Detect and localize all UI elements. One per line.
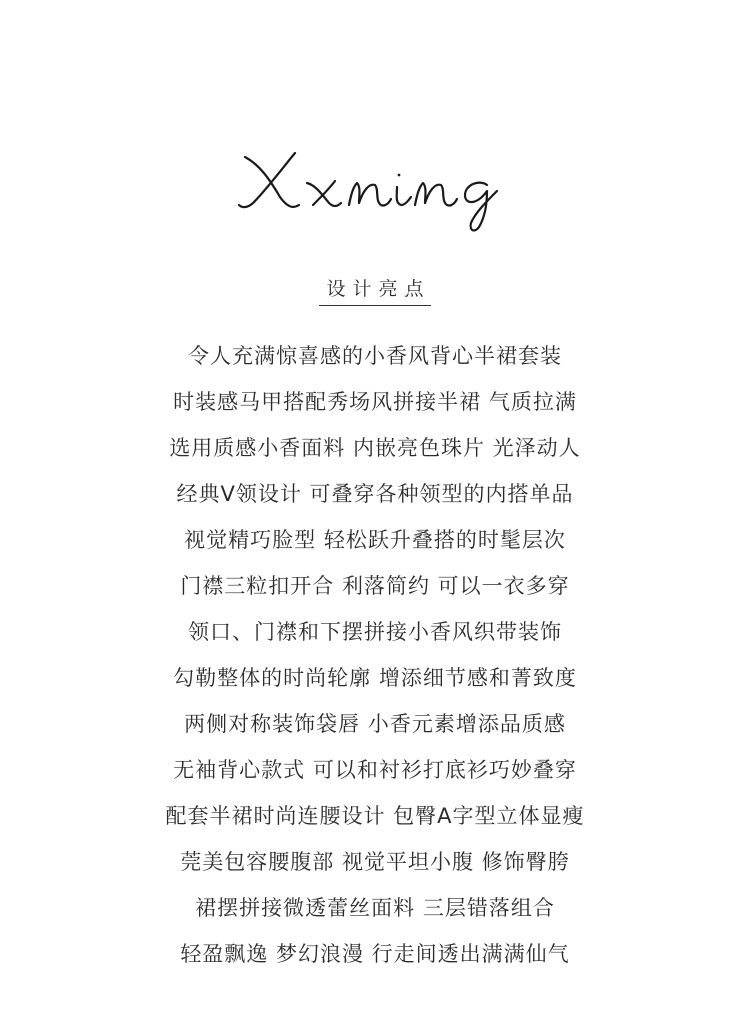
description-line: 领口、门襟和下摆拼接小香风织带装饰	[188, 620, 562, 644]
description-line: 配套半裙时尚连腰设计 包臀A字型立体显瘦	[165, 804, 585, 828]
brand-logo-script	[225, 135, 525, 235]
highlight-description-list	[0, 333, 750, 977]
description-line: 选用质感小香面料 内嵌亮色珠片 光泽动人	[169, 436, 581, 460]
design-highlights-heading	[0, 274, 750, 306]
description-line: 两侧对称装饰袋唇 小香元素增添品质感	[184, 712, 566, 736]
description-line: 轻盈飘逸 梦幻浪漫 行走间透出满满仙气	[180, 942, 570, 966]
description-line: 令人充满惊喜感的小香风背心半裙套装	[188, 344, 562, 368]
description-line: 莞美包容腰腹部 视觉平坦小腹 修饰臀胯	[180, 850, 570, 874]
description-line: 时装感马甲搭配秀场风拼接半裙 气质拉满	[173, 390, 577, 414]
brand-logo	[0, 135, 750, 235]
description-line: 无袖背心款式 可以和衬衫打底衫巧妙叠穿	[173, 758, 577, 782]
description-line: 门襟三粒扣开合 利落简约 可以一衣多穿	[180, 574, 570, 598]
description-line: 裙摆拼接微透蕾丝面料 三层错落组合	[195, 896, 555, 920]
description-line: 视觉精巧脸型 轻松跃升叠搭的时髦层次	[184, 528, 566, 552]
description-line: 经典V领设计 可叠穿各种领型的内搭单品	[176, 482, 574, 506]
description-line: 勾勒整体的时尚轮廓 增添细节感和菁致度	[173, 666, 577, 690]
section-title: 设计亮点	[319, 274, 430, 306]
